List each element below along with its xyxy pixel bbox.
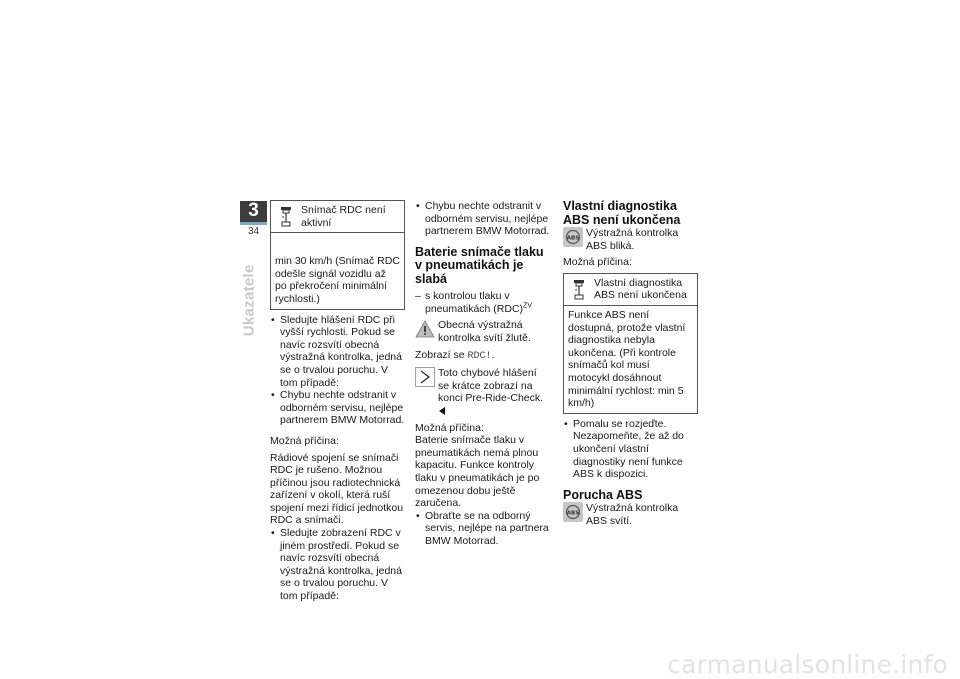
list-item: • Chybu nechte odstranit v odborném servisu, nejlépe partnerem BMW Motorrad. — [270, 389, 405, 427]
rdc-sensor-icon — [568, 277, 590, 301]
warning-triangle-icon — [415, 319, 435, 339]
chapter-number: 3 — [240, 201, 267, 222]
section-heading-abs-fault: Porucha ABS — [563, 487, 643, 502]
info-row — [415, 367, 550, 417]
svg-text:ABS: ABS — [566, 235, 580, 242]
abs-blink-row — [563, 227, 698, 252]
list-item: • Obraťte se na odborný servis, nejlépe na partnera BMW Motorrad. — [415, 510, 550, 548]
section-heading-battery: Baterie snímače tlaku v pneumatikách je slabá — [415, 244, 544, 286]
section-tab: Ukazatele — [240, 264, 258, 336]
abs-diagnostic-body: Funkce ABS není dostupná, protože vlastní diagnostika nebyla ukončena. (Při kontrole snímačů kol musí motocykl dosáhnout minimální rychlost: min 5 km/h) — [568, 308, 686, 410]
watermark: carmanualsonline.info — [667, 650, 948, 679]
end-marker-icon — [439, 407, 445, 415]
list-item: • Chybu nechte odstranit v odborném servisu, nejlépe partnerem BMW Motorrad. — [415, 200, 550, 238]
list-item: • Sledujte zobrazení RDC v jiném prostředí. Pokud se navíc rozsvítí obecná výstražná kontrolka, jedná se o trvalou poruchu. V tom případě: — [270, 527, 405, 603]
abs-on-text: Výstražná kontrolka ABS svítí. — [586, 502, 679, 527]
shows-line: Zobrazí se RDC!. — [415, 348, 495, 362]
equipment-note: – s kontrolou tlaku v pneumatikách (RDC)$^{ZV}$ — [415, 290, 550, 315]
rdc-inactive-box — [270, 200, 405, 310]
cause-label: Možná příčina: — [270, 434, 339, 447]
rdc-inactive-title: Snímač RDC není aktivní — [301, 204, 386, 229]
list-item: • Sledujte hlášení RDC při vyšší rychlosti. Pokud se navíc rozsvítí obecná výstražná kontrolka, jedná se o trvalou poruchu. V tom případě: — [270, 314, 405, 390]
column-3 — [563, 200, 698, 527]
svg-text:ABS: ABS — [566, 510, 580, 517]
cause-text: Baterie snímače tlaku v pneumatikách nemá plnou kapacitu. Funkce kontroly tlaku v pneumatikách je po omezenou dobu ještě zaručena. — [415, 434, 540, 510]
list-item: • Pomalu se rozjeďte. Nezapomeňte, že až do ukončení vlastní diagnostiky není funkce ABS k dispozici. — [563, 418, 698, 481]
abs-diagnostic-box — [563, 273, 698, 414]
column-2 — [415, 200, 550, 548]
display-code: RDC! — [467, 350, 492, 362]
warning-row — [415, 319, 550, 344]
cause-label: Možná příčina: — [415, 421, 484, 434]
cause-label: Možná příčina: — [563, 256, 632, 269]
page-number: 34 — [247, 226, 260, 237]
info-triangle-icon — [415, 367, 435, 387]
abs-warning-icon — [563, 502, 583, 522]
rdc-sensor-icon — [275, 204, 297, 228]
check-text: Toto chybové hlášení se krátce zobrazí na konci Pre-Ride-Check. — [438, 367, 550, 417]
column-1 — [270, 200, 405, 603]
rdc-inactive-body: min 30 km/h (Snímač RDC odešle signál vozidlu až po překročení minimální rychlosti.) — [275, 255, 400, 305]
cause-text: Rádiové spojení se snímači RDC je rušeno. Možnou příčinou jsou radiotechnická zařízení v okolí, která ruší spojení mezi řídicí jednotkou RDC a snímači. — [270, 451, 404, 527]
optional-marker: ZV — [523, 302, 532, 310]
warning-text: Obecná výstražná kontrolka svítí žlutě. — [438, 319, 531, 345]
abs-warning-icon — [563, 227, 583, 247]
abs-on-row — [563, 502, 698, 527]
chapter-bar — [240, 222, 267, 225]
abs-blink-text: Výstražná kontrolka ABS bliká. — [586, 227, 679, 252]
section-heading-abs-diagnostic: Vlastní diagnostika ABS není ukončena — [563, 199, 681, 227]
abs-diagnostic-title: Vlastní diagnostika ABS není ukončena — [594, 276, 687, 302]
